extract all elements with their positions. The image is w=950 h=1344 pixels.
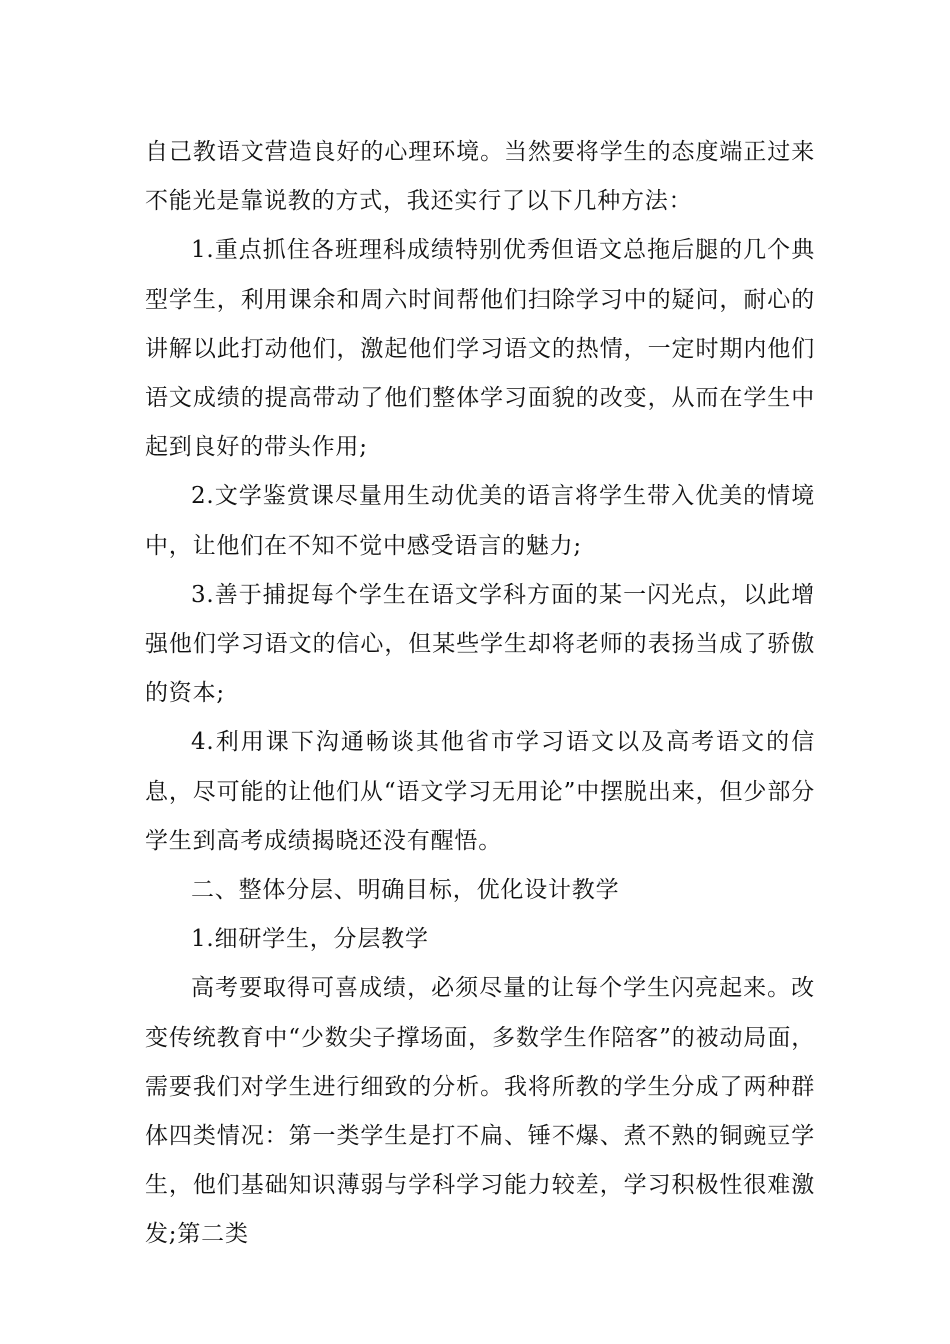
paragraph-continuation: 自己教语文营造良好的心理环境。当然要将学生的态度端正过来不能光是靠说教的方式，我还实行了以下几种方法： xyxy=(145,139,815,215)
paragraph-body: 高考要取得可喜成绩，必须尽量的让每个学生闪亮起来。改变传统教育中“少数尖子撑场面，多数学生作陪客”的被动局面，需要我们对学生进行细致的分析。我将所教的学生分成了两种群体四类情况：第一类学生是打不扁、锤不爆、煮不熟的铜豌豆学生，他们基础知识薄弱与学科学习能力较差，学习积极性很难激发;第二类 xyxy=(145,975,815,1248)
paragraph-method-4: 4.利用课下沟通畅谈其他省市学习语文以及高考语文的信息，尽可能的让他们从“语文学习无用论”中摆脱出来，但少部分学生到高考成绩揭晓还没有醒悟。 xyxy=(145,729,815,854)
document-body xyxy=(145,128,815,1260)
paragraph-method-1: 1.重点抓住各班理科成绩特别优秀但语文总拖后腿的几个典型学生，利用课余和周六时间帮他们扫除学习中的疑问，耐心的讲解以此打动他们，激起他们学习语文的热情，一定时期内他们语文成绩的提高带动了他们整体学习面貌的改变，从而在学生中起到良好的带头作用; xyxy=(145,237,815,461)
paragraph-method-2: 2.文学鉴赏课尽量用生动优美的语言将学生带入优美的情境中，让他们在不知不觉中感受语言的魅力; xyxy=(145,483,815,559)
section-heading-2: 二、整体分层、明确目标，优化设计教学 xyxy=(191,877,620,904)
paragraph-method-3: 3.善于捕捉每个学生在语文学科方面的某一闪光点，以此增强他们学习语文的信心，但某些学生却将老师的表扬当成了骄傲的资本; xyxy=(145,581,815,707)
subsection-heading-1: 1.细研学生，分层教学 xyxy=(191,926,429,953)
